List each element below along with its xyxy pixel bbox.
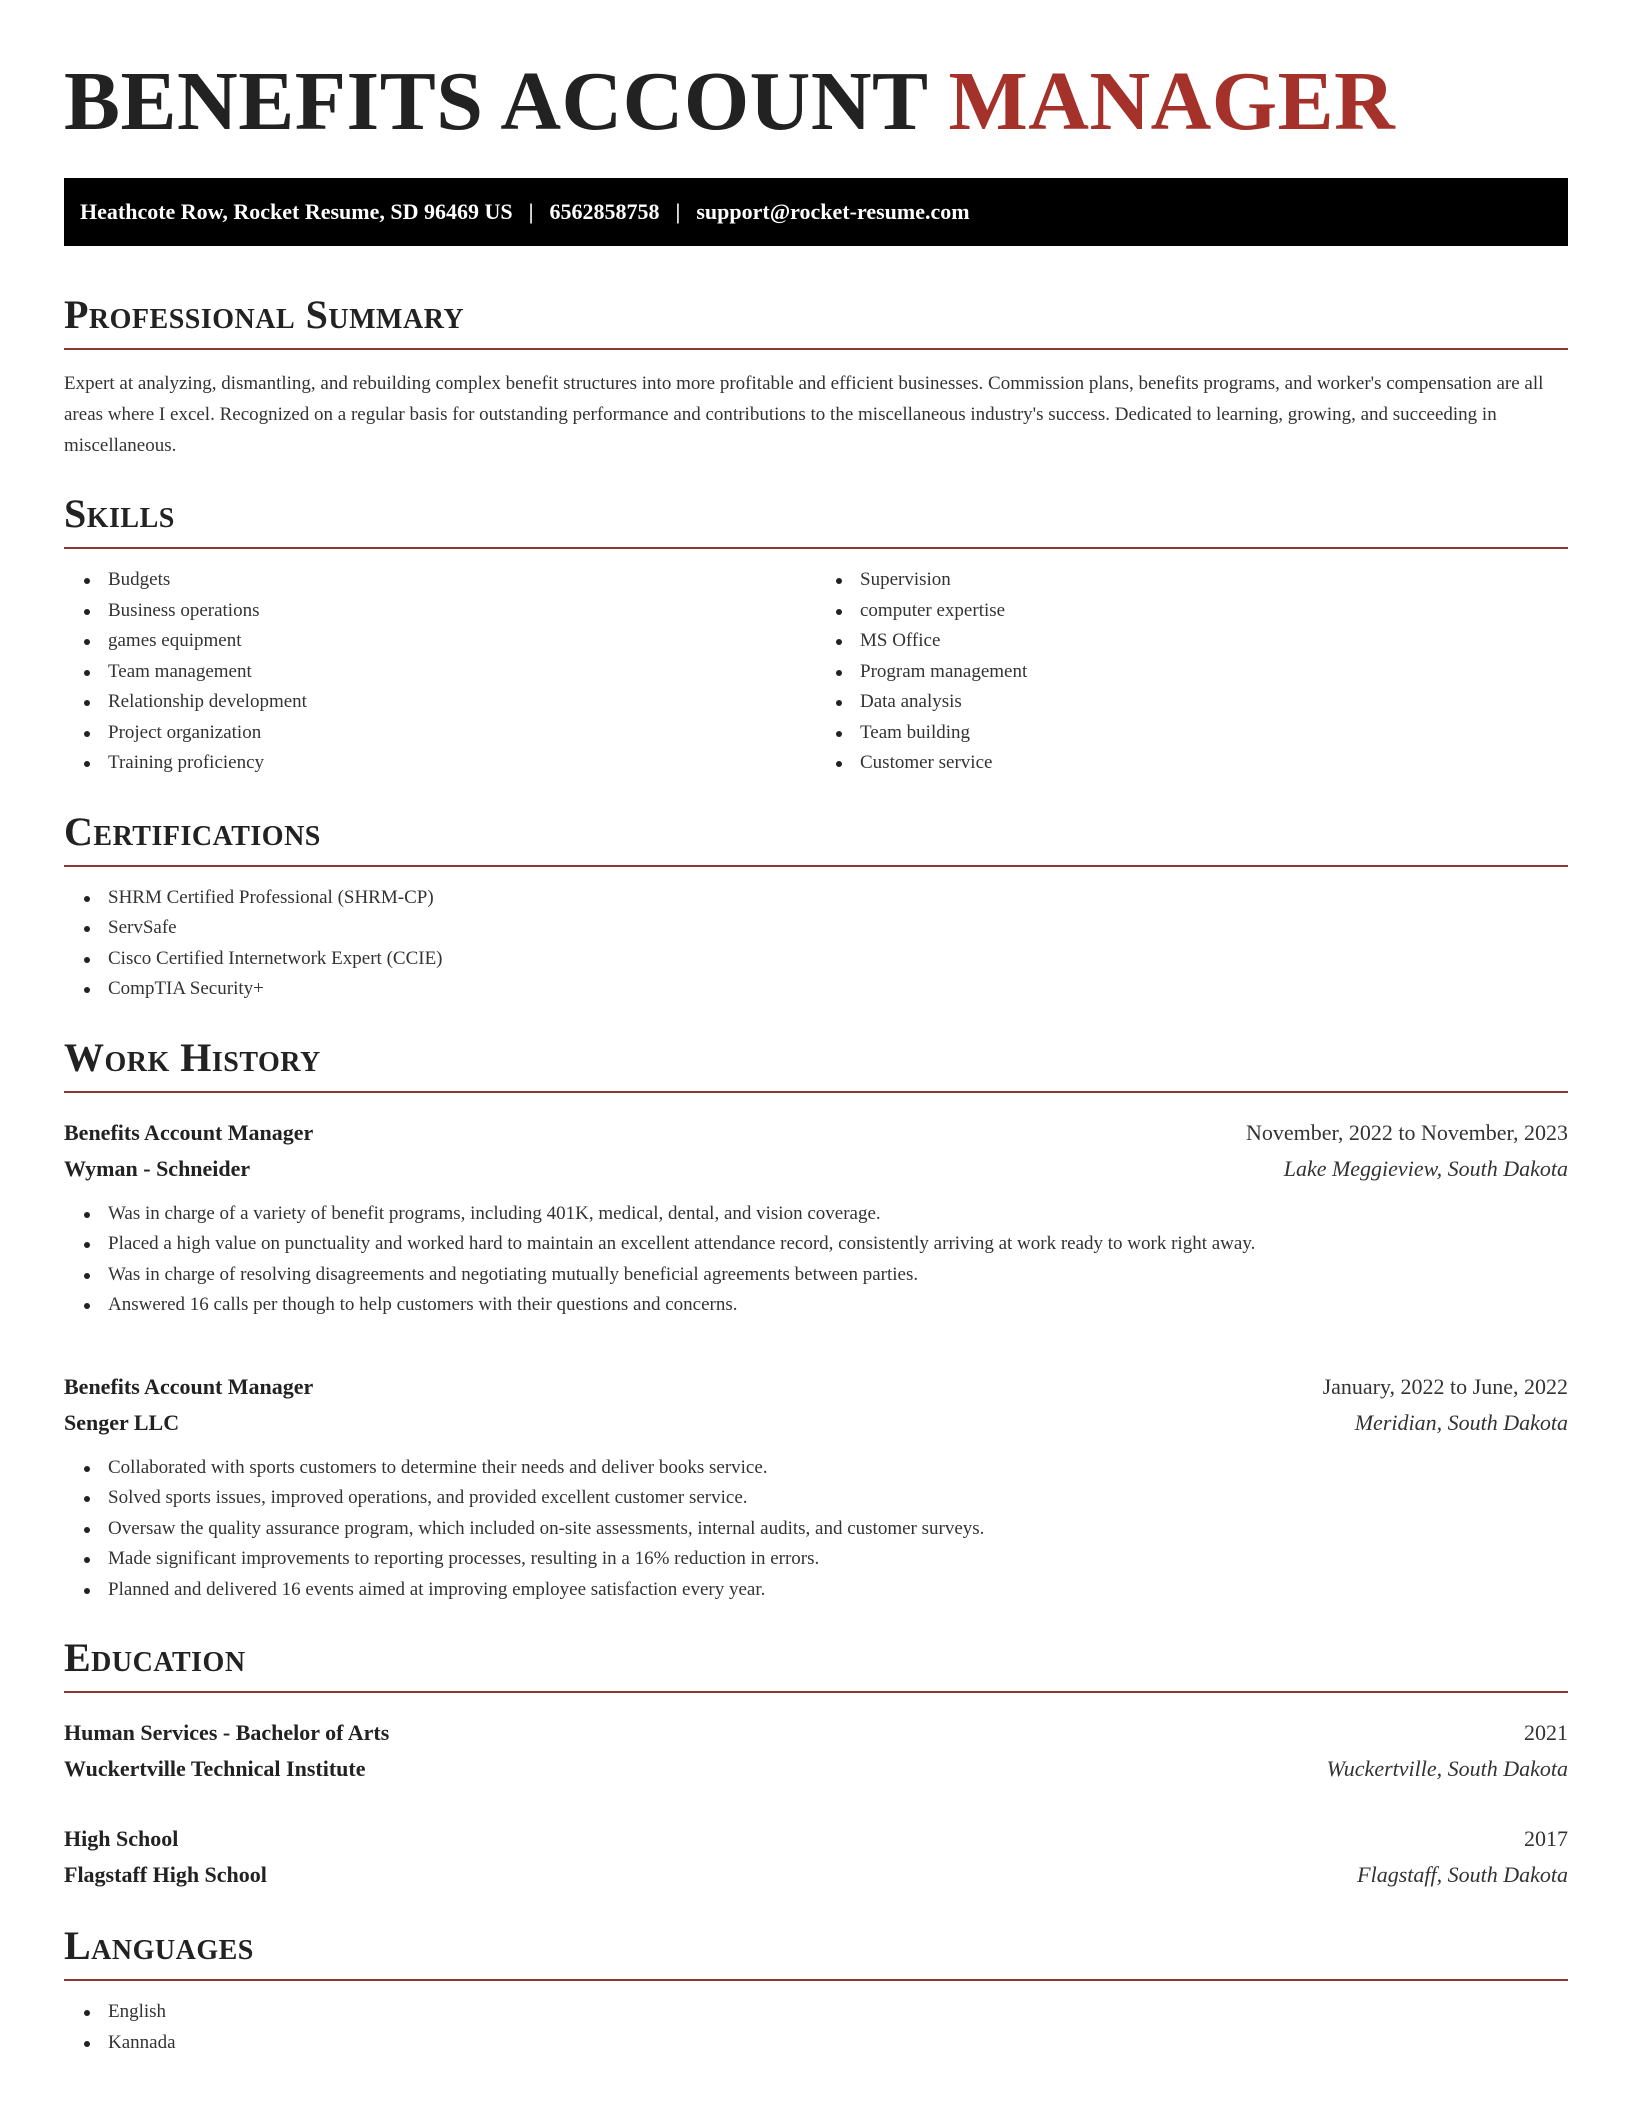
section-heading-skills: Skills — [64, 491, 175, 536]
certification-item: Cisco Certified Internetwork Expert (CCIE) — [108, 944, 1568, 975]
skill-item: games equipment — [108, 626, 816, 657]
job-bullet: Oversaw the quality assurance program, which included on-site assessments, internal audits, and customer surveys. — [108, 1514, 1568, 1545]
contact-phone: 6562858758 — [549, 199, 660, 224]
skills-section — [64, 489, 1568, 779]
job-dates: November, 2022 to November, 2023 — [1245, 1119, 1568, 1145]
education-school-row — [64, 1751, 1568, 1787]
job-bullet: Collaborated with sports customers to determine their needs and deliver books service. — [108, 1453, 1568, 1484]
skill-item: Project organization — [108, 718, 816, 749]
education-section — [64, 1633, 1568, 1893]
skill-item: Budgets — [108, 565, 816, 596]
job-header-row — [64, 1369, 1568, 1405]
job-title: Benefits Account Manager — [64, 1373, 314, 1399]
education-year: 2021 — [1524, 1720, 1568, 1745]
job-dates: January, 2022 to June, 2022 — [1322, 1373, 1568, 1399]
section-divider — [64, 1091, 1568, 1093]
section-heading-summary: Professional Summary — [64, 292, 465, 337]
skill-item: Training proficiency — [108, 748, 816, 779]
education-degree: Human Services - Bachelor of Arts — [64, 1720, 390, 1745]
education-degree: High School — [64, 1826, 179, 1851]
education-location: Flagstaff, South Dakota — [1357, 1862, 1568, 1887]
resume-title — [64, 52, 1568, 152]
section-divider — [64, 1979, 1568, 1981]
education-year: 2017 — [1524, 1826, 1568, 1851]
certifications-section — [64, 807, 1568, 1005]
job-header-row — [64, 1115, 1568, 1151]
job-bullet: Was in charge of a variety of benefit programs, including 401K, medical, dental, and vision coverage. — [108, 1199, 1568, 1230]
languages-section — [64, 1921, 1568, 2058]
certifications-list — [64, 883, 1568, 1005]
skill-item: computer expertise — [860, 596, 1568, 627]
skill-item: Business operations — [108, 596, 816, 627]
job-company-row — [64, 1151, 1568, 1187]
education-location: Wuckertville, South Dakota — [1326, 1756, 1568, 1781]
job-bullet: Was in charge of resolving disagreements and negotiating mutually beneficial agreements between parties. — [108, 1260, 1568, 1291]
section-divider — [64, 348, 1568, 350]
section-divider — [64, 865, 1568, 867]
skill-item: MS Office — [860, 626, 1568, 657]
language-item: Kannada — [108, 2028, 1568, 2059]
job-location: Meridian, South Dakota — [1354, 1409, 1568, 1435]
job-location: Lake Meggieview, South Dakota — [1283, 1155, 1568, 1181]
certification-item: CompTIA Security+ — [108, 974, 1568, 1005]
skill-item: Supervision — [860, 565, 1568, 596]
job-bullet: Placed a high value on punctuality and worked hard to maintain an excellent attendance record, consistently arriving at work ready to work right away. — [108, 1229, 1568, 1260]
job-company: Senger LLC — [64, 1409, 180, 1435]
job-company: Wyman - Schneider — [64, 1155, 251, 1181]
work-history-section — [64, 1033, 1568, 1606]
certification-item: SHRM Certified Professional (SHRM-CP) — [108, 883, 1568, 914]
skill-item: Team management — [108, 657, 816, 688]
contact-bar — [64, 178, 1568, 246]
job-bullets — [64, 1453, 1568, 1606]
title-main: BENEFITS ACCOUNT — [64, 55, 949, 148]
education-school: Wuckertville Technical Institute — [64, 1756, 366, 1781]
section-heading-education: Education — [64, 1635, 246, 1680]
job-title: Benefits Account Manager — [64, 1119, 314, 1145]
skill-item: Team building — [860, 718, 1568, 749]
education-school: Flagstaff High School — [64, 1862, 267, 1887]
skills-list-left — [64, 565, 816, 779]
section-heading-languages: Languages — [64, 1923, 254, 1968]
section-heading-certifications: Certifications — [64, 808, 321, 854]
languages-list — [64, 1997, 1568, 2058]
education-header-row — [64, 1821, 1568, 1857]
skills-list-right — [816, 565, 1568, 779]
contact-separator: | — [528, 199, 534, 224]
certification-item: ServSafe — [108, 913, 1568, 944]
summary-text: Expert at analyzing, dismantling, and rebuilding complex benefit structures into more profitable and efficient businesses. Commission plans, benefits programs, and worker's compensation are all areas where I excel. Recognized on a regular basis for outstanding performance and contributions to the miscellaneous industry's success. Dedicated to learning, growing, and succeeding in miscellaneous. — [64, 373, 1544, 456]
contact-email[interactable]: support@rocket-resume.com — [696, 199, 970, 224]
contact-separator: | — [675, 199, 681, 224]
job-entry — [64, 1369, 1568, 1606]
job-bullets — [64, 1199, 1568, 1321]
skill-item: Data analysis — [860, 687, 1568, 718]
job-company-row — [64, 1405, 1568, 1441]
title-accent: MANAGER — [948, 55, 1396, 148]
skills-grid — [64, 549, 1568, 779]
section-divider — [64, 1691, 1568, 1693]
summary-section — [64, 290, 1568, 461]
education-entry — [64, 1821, 1568, 1893]
education-header-row — [64, 1715, 1568, 1751]
language-item: English — [108, 1997, 1568, 2028]
job-entry — [64, 1115, 1568, 1321]
skill-item: Relationship development — [108, 687, 816, 718]
skill-item: Program management — [860, 657, 1568, 688]
education-school-row — [64, 1857, 1568, 1893]
job-bullet: Made significant improvements to reporting processes, resulting in a 16% reduction in errors. — [108, 1544, 1568, 1575]
skill-item: Customer service — [860, 748, 1568, 779]
contact-address: Heathcote Row, Rocket Resume, SD 96469 US — [80, 199, 513, 224]
job-bullet: Answered 16 calls per though to help customers with their questions and concerns. — [108, 1290, 1568, 1321]
section-heading-work-history: Work History — [64, 1034, 321, 1080]
job-bullet: Solved sports issues, improved operations, and provided excellent customer service. — [108, 1483, 1568, 1514]
job-bullet: Planned and delivered 16 events aimed at improving employee satisfaction every year. — [108, 1575, 1568, 1606]
education-entry — [64, 1715, 1568, 1787]
